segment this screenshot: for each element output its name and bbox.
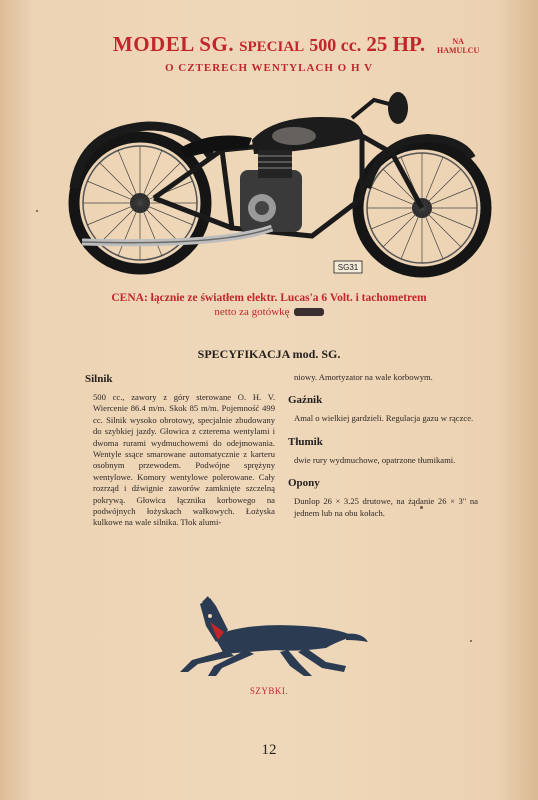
silencer-section-text: dwie rury wydmuchowe, opatrzone tłumikami.	[294, 454, 456, 465]
paper-speck	[420, 506, 423, 509]
brake-note-line2: HAMULCU	[437, 46, 480, 55]
brake-note	[437, 37, 479, 55]
price-line-2-text: netto za gotówkę	[214, 306, 290, 318]
carburettor-section-text: Amal o wielkiej gardzieli. Regulacja gazu w rączce.	[294, 413, 474, 424]
engine-section-continued: niowy. Amortyzator na wale korbowym.	[294, 372, 433, 382]
specification-heading: SPECYFIKACJA mod. SG.	[197, 347, 341, 361]
figure-label: SG31	[337, 263, 359, 272]
brake-note-line1: NA	[452, 37, 464, 46]
silencer-section-title: Tłumik	[288, 435, 323, 448]
spec-right-column	[288, 372, 478, 529]
engine-capacity: 500 cc.	[309, 35, 362, 55]
model-name: MODEL SG.	[112, 32, 235, 56]
headlamp	[388, 92, 408, 124]
model-special: SPECIAL	[239, 39, 305, 55]
price-line-2	[0, 306, 538, 318]
carburettor-section-title: Gaźnik	[288, 394, 323, 407]
tyres-section-text: Dunlop 26 × 3.25 drutowe, na żądanie 26 × 3" na jednem lub na obu kołach.	[294, 496, 478, 518]
engine-section-text: 500 cc., zawory z góry sterowane O. H. V. Wiercenie 86.4 m/m. Skok 85 m/m. Pojemność 499 cc. Silnik wysoko obrotowy, specjalnie zbudowany do szybkiej jazdy. Głowica z czterema wentylami i dwoma rurami wydmuchowemi do odejmowania. Wentyle ssące smarowane automatycznie z karteru osobnym przewodem. Podwójne sprężyny wentylowe. Komory wentylowe polerowane. Cały rozrząd i dźwignie zaworów zamknięte szczelną pokrywą. Głowica łącznika korbowego na podwójnych łożyskach wałkowych. Łożyska kulkowe na wale silnika. Tłok alumi-	[93, 392, 275, 528]
price-line-1: CENA: łącznie ze światłem elektr. Lucas'a 6 Volt. i tachometrem	[111, 292, 427, 304]
paper-speck	[470, 640, 472, 642]
valve-subtitle: O CZTERECH WENTYLACH O H V	[164, 62, 374, 74]
paper-speck	[36, 210, 38, 212]
engine-block	[240, 150, 302, 232]
engine-section-title: Silnik	[85, 373, 113, 385]
horsepower: 25 HP.	[366, 32, 426, 56]
spec-left-column	[85, 372, 275, 539]
price-obscured-mark	[294, 308, 324, 316]
running-horse-emblem	[176, 596, 368, 678]
emblem-label: SZYBKI.	[249, 686, 289, 696]
page-number: 12	[261, 742, 277, 758]
tyres-section-title: Opony	[288, 477, 320, 490]
motorcycle-illustration	[62, 78, 502, 283]
